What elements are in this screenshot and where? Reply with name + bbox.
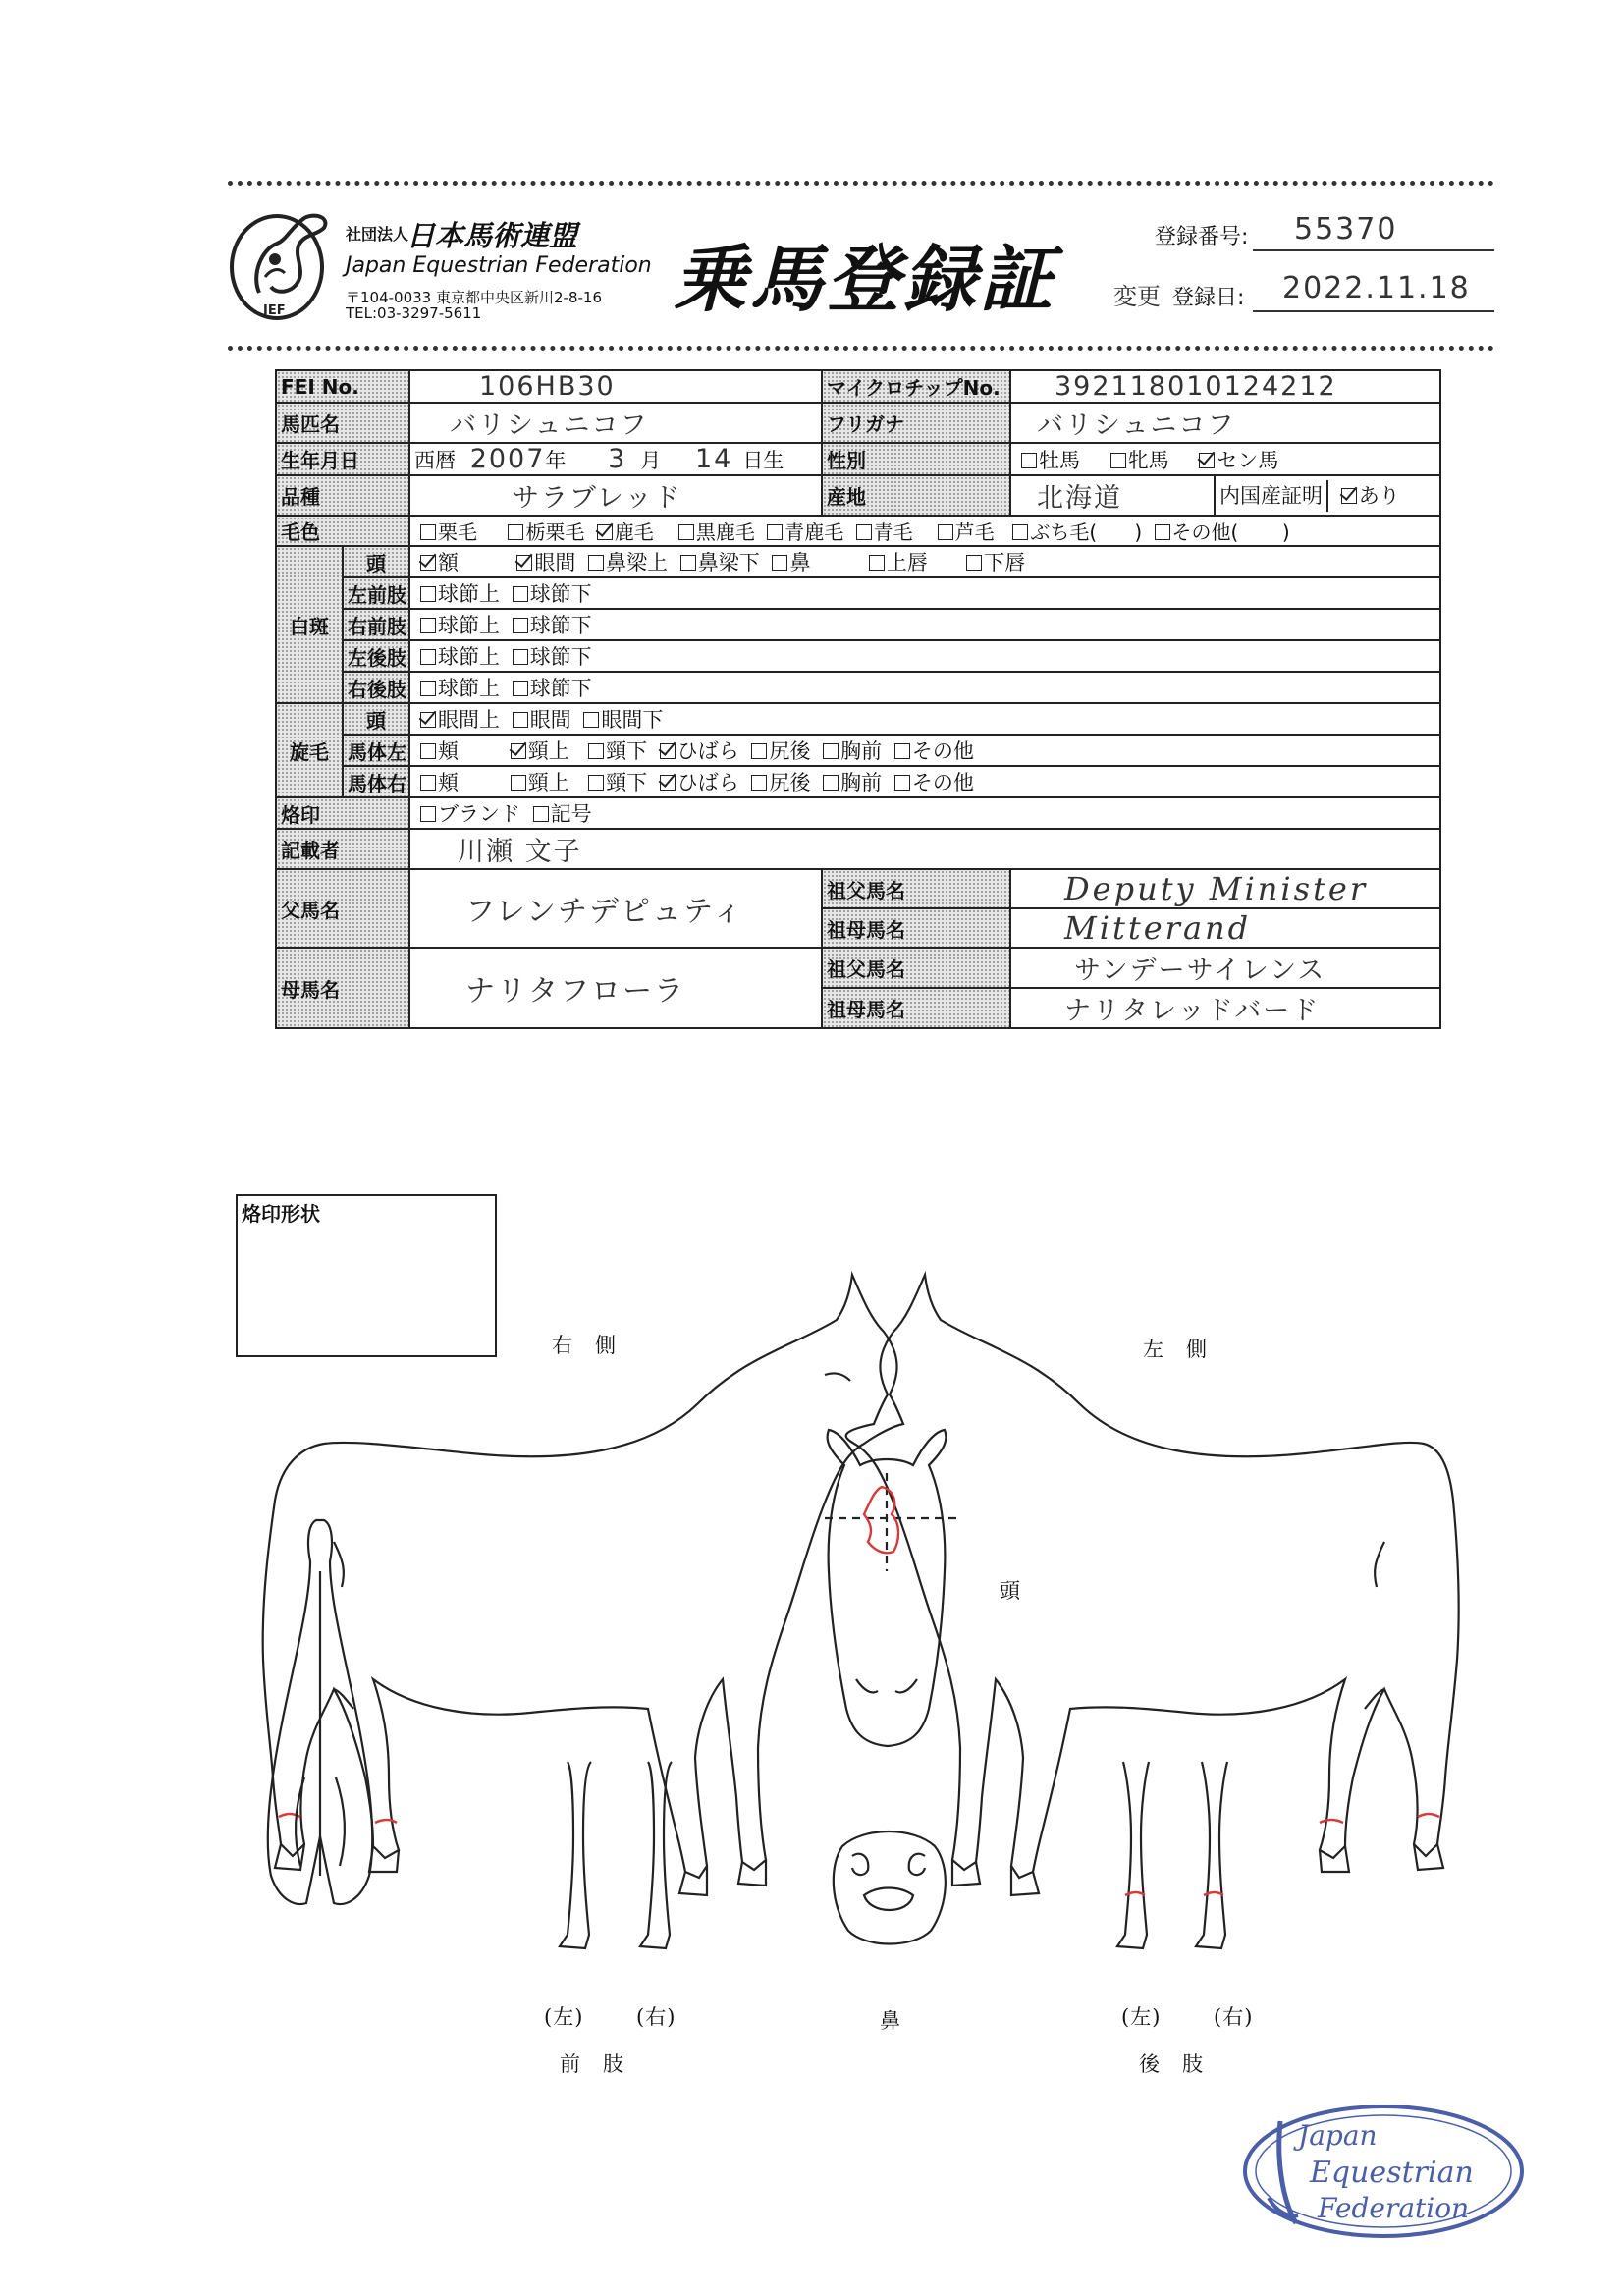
hind-left-label: (左) [1121,2005,1162,2029]
white-part-lf: 左前肢 [343,577,409,609]
reg-date-value: 2022.11.18 [1282,271,1471,305]
white-head-nose-checkbox[interactable] [772,555,787,571]
sire-sire-value: Deputy Minister [1064,870,1369,907]
dob-month: 3 [608,444,627,474]
sire-value-cell [409,869,822,948]
dob-month-unit: 月 [640,449,662,472]
color-pinto-checkbox[interactable] [1012,524,1028,540]
breed-value: サラブレッド [513,483,682,514]
dam-dam-label: 祖母馬名 [822,988,1010,1028]
org-tel: TEL:03-3297-5611 [346,304,482,322]
whorl-left-other-checkbox[interactable] [894,743,910,759]
reg-no-field [1253,204,1494,251]
sire-dam-value-cell [1010,908,1440,948]
option-label: 尻後 [769,771,811,794]
jef-logo [222,206,338,324]
white-head-forehead-checkbox[interactable] [420,555,436,571]
color-option-suffix: ) [1281,520,1290,544]
color-option-suffix: ) [1134,520,1143,544]
option-label: 球節下 [529,614,592,637]
dam-value-cell [409,948,822,1028]
dob-year: 2007 [469,444,546,474]
option-label: 頸下 [606,739,648,763]
color-brown-checkbox[interactable] [767,524,783,540]
color-option-label: 芦毛 [954,520,995,544]
option-label: 球節上 [438,645,500,669]
option-label: 球節上 [438,614,500,637]
fore-right-label: (右) [636,2005,676,2029]
header-dotted-rule [228,346,1494,351]
option-label: 鼻梁下 [697,551,760,574]
color-label: 毛色 [276,516,409,546]
forelimbs-figure [560,1762,672,1948]
option-label: 眼間 [534,551,576,574]
option-label: 眼間下 [601,708,664,732]
document-title: 乗馬登録証 [674,238,1056,322]
whorl-head-options [409,703,1440,735]
white-head-upper-lip-checkbox[interactable] [869,555,885,571]
brand-shape-label: 烙印形状 [242,1202,320,1226]
option-label: 鼻 [789,551,811,574]
option-label: その他 [911,771,974,794]
horse-left-side-figure [846,1275,1459,1895]
white-head-lower-lip-checkbox[interactable] [966,555,982,571]
reg-date-label: 登録日: [1172,286,1245,310]
reg-no-value: 55370 [1294,212,1398,246]
white-head-between-eyes-checkbox[interactable] [516,555,532,571]
color-option-label: 栗毛 [438,520,477,544]
option-label: 眼間上 [438,708,500,732]
white-part-rh: 右後肢 [343,672,409,703]
sire-dam-value: Mitterand [1064,909,1252,947]
color-chestnut-checkbox[interactable] [420,524,436,540]
white-rf-above-checkbox[interactable] [420,618,436,633]
sex-male-checkbox[interactable] [1021,453,1037,468]
whorl-left-hindquarter-checkbox[interactable] [751,743,767,759]
fore-left-label: (左) [544,2005,584,2029]
whorl-left-chest-checkbox[interactable] [823,743,839,759]
white-rh-below-checkbox[interactable] [513,681,528,696]
white-lh-below-checkbox[interactable] [513,649,528,665]
name-value: バリシュニコフ [450,410,649,441]
jef-stamp [1241,2102,1526,2241]
sire-sire-label: 祖父馬名 [822,869,1010,908]
sex-male-label: 牡馬 [1039,448,1080,472]
white-rh-above-checkbox[interactable] [420,681,436,696]
option-label: 上唇 [886,551,928,574]
whorl-left-flank-checkbox[interactable] [660,743,676,759]
white-rf-options [409,609,1440,640]
whorl-right-hindquarter-checkbox[interactable] [751,775,767,791]
color-dark-chestnut-checkbox[interactable] [508,524,523,540]
white-rf-below-checkbox[interactable] [513,618,528,633]
whorl-right-cheek-checkbox[interactable] [420,775,436,791]
white-rh-options [409,672,1440,703]
origin-value: 北海道 [1037,483,1122,514]
color-dark-bay-checkbox[interactable] [678,524,694,540]
reg-date-field [1253,263,1494,312]
white-lh-above-checkbox[interactable] [420,649,436,665]
horse-nose-figure [834,1831,946,1944]
name-value-cell [409,403,822,443]
nose-label: 鼻 [880,2009,901,2033]
whorl-part-right: 馬体右 [343,766,409,797]
chip-value-cell [1010,370,1440,403]
color-option-label: ぶち毛( [1030,520,1098,544]
whorl-part-left: 馬体左 [343,735,409,766]
whorl-right-chest-checkbox[interactable] [823,775,839,791]
sex-female-label: 牝馬 [1127,448,1169,472]
chip-label: マイクロチップNo. [822,370,1010,403]
option-label: 尻後 [769,739,811,763]
sire-sire-value-cell [1010,869,1440,908]
brand-symbol-checkbox[interactable] [533,806,549,822]
chip-value: 392118010124212 [1055,371,1337,402]
origin-value-cell [1010,475,1215,516]
color-option-label: 黒鹿毛 [695,520,755,544]
color-option-label: 鹿毛 [614,520,654,544]
dam-sire-value-cell [1010,948,1440,988]
white-lh-options [409,640,1440,672]
option-label: 球節上 [438,582,500,606]
whorl-head-above-eyes-checkbox[interactable] [420,712,436,728]
org-name-en: Japan Equestrian Federation [346,253,652,278]
dob-value-cell [409,443,822,475]
option-label: 眼間 [529,708,571,732]
breed-label: 品種 [276,475,409,516]
whorl-left-lower-neck-checkbox[interactable] [588,743,604,759]
color-black-checkbox[interactable] [856,524,872,540]
option-label: 頸上 [527,771,569,794]
hindlimbs-figure [1117,1762,1227,1948]
whorl-part-head: 頭 [343,703,409,735]
dam-sire-value: サンデーサイレンス [1074,956,1326,986]
domestic-cell [1215,475,1440,516]
sex-options-cell [1010,443,1440,475]
option-label: 球節上 [438,677,500,700]
white-label: 白斑 [276,546,343,703]
brand-brand-checkbox[interactable] [420,806,436,822]
whorl-right-upper-neck-checkbox[interactable] [511,775,526,791]
white-lf-below-checkbox[interactable] [513,586,528,602]
domestic-label: 内国産証明 [1216,480,1328,512]
org-type: 社団法人 [346,225,409,244]
whorl-label: 旋毛 [276,703,343,797]
option-label: 鼻梁上 [606,551,669,574]
color-option-label: 青鹿毛 [784,520,844,544]
color-options-cell [409,516,1440,546]
option-label: ブランド [438,802,520,826]
option-label: 記号 [550,802,592,826]
color-option-label: その他( [1171,520,1239,544]
horse-diagram [236,1247,1473,2111]
brand-label: 烙印 [276,797,409,829]
option-label: 頸上 [527,739,569,763]
option-label: 頬 [438,771,459,794]
dob-label: 生年月日 [276,443,409,475]
stamp-line2: Equestrian [1310,2156,1474,2190]
dob-day: 14 [694,444,733,474]
recorder-value: 川瀬 文子 [458,837,582,867]
option-label: ひばら [676,771,739,794]
dam-dam-value: ナリタレッドバード [1064,996,1321,1026]
org-address: 〒104-0033 東京都中央区新川2-8-16 [346,289,602,306]
name-label: 馬匹名 [276,403,409,443]
option-label: 球節下 [529,582,592,606]
whorl-right-options [409,766,1440,797]
white-head-upper-nose-checkbox[interactable] [588,555,604,571]
left-side-label: 左 側 [1143,1338,1208,1361]
domestic-checkbox[interactable] [1341,488,1357,504]
hindlimbs-label: 後 肢 [1139,2052,1204,2076]
dam-label: 母馬名 [276,948,409,1028]
option-label: 頸下 [606,771,648,794]
breed-value-cell [409,475,822,516]
fei-value-cell [409,370,822,403]
registration-form [275,369,1441,1029]
option-label: 下唇 [984,551,1026,574]
option-label: 額 [438,551,459,574]
option-label: ひばら [676,739,739,763]
white-lf-above-checkbox[interactable] [420,586,436,602]
stamp-line3: Federation [1318,2192,1470,2224]
dob-year-unit: 年 [545,449,567,472]
option-label: 胸前 [840,739,883,763]
option-label: 球節下 [529,645,592,669]
sex-female-checkbox[interactable] [1110,453,1126,468]
white-head-lower-nose-checkbox[interactable] [680,555,696,571]
color-option-label: 青毛 [873,520,913,544]
kana-label: フリガナ [822,403,1010,443]
sex-gelding-checkbox[interactable] [1199,453,1215,468]
sire-dam-label: 祖母馬名 [822,908,1010,948]
kana-value: バリシュニコフ [1037,410,1236,441]
option-label: 胸前 [840,771,883,794]
stamp-line1: Japan [1298,2119,1378,2152]
kana-value-cell [1010,403,1440,443]
whorl-left-upper-neck-checkbox[interactable] [511,743,526,759]
org-name-jp: 日本馬術連盟 [406,219,578,252]
logo-text: JEF [263,303,286,318]
color-other-checkbox[interactable] [1155,524,1170,540]
top-dotted-rule [228,181,1494,186]
dam-value: ナリタフローラ [465,974,685,1009]
reg-no-label: 登録番号: [1155,225,1249,249]
change-mark: 変更 [1113,283,1161,310]
white-head-options [409,546,1440,577]
whorl-head-below-eyes-checkbox[interactable] [583,712,599,728]
option-label: その他 [911,739,974,763]
domestic-option-label: あり [1358,483,1400,508]
whorl-right-other-checkbox[interactable] [894,775,910,791]
dam-sire-label: 祖父馬名 [822,948,1010,988]
hind-right-label: (右) [1214,2005,1254,2029]
origin-label: 産地 [822,475,1010,516]
white-part-head: 頭 [343,546,409,577]
sex-gelding-label: セン馬 [1217,448,1279,472]
color-bay-checkbox[interactable] [597,524,613,540]
white-part-lh: 左後肢 [343,640,409,672]
brand-options-cell [409,797,1440,829]
option-label: 頬 [438,739,459,763]
whorl-left-options [409,735,1440,766]
sex-label: 性別 [822,443,1010,475]
color-grey-checkbox[interactable] [938,524,953,540]
head-label: 頭 [1000,1579,1021,1603]
sire-label: 父馬名 [276,869,409,948]
dob-era: 西暦 [414,449,456,472]
dob-day-unit: 日生 [742,449,784,472]
recorder-label: 記載者 [276,829,409,869]
whorl-left-cheek-checkbox[interactable] [420,743,436,759]
forelimbs-label: 前 肢 [560,2052,624,2076]
whorl-head-between-eyes-checkbox[interactable] [513,712,528,728]
color-option-label: 栃栗毛 [525,520,585,544]
option-label: 球節下 [529,677,592,700]
dam-dam-value-cell [1010,988,1440,1028]
fei-label: FEI No. [276,370,409,403]
recorder-value-cell [409,829,1440,869]
white-part-rf: 右前肢 [343,609,409,640]
horse-head-front-figure [825,1430,962,1746]
fei-value: 106HB30 [479,371,616,402]
whorl-right-flank-checkbox[interactable] [660,775,676,791]
white-lf-options [409,577,1440,609]
whorl-right-lower-neck-checkbox[interactable] [588,775,604,791]
right-side-label: 右 側 [552,1334,617,1357]
sire-value: フレンチデピュティ [465,895,744,929]
